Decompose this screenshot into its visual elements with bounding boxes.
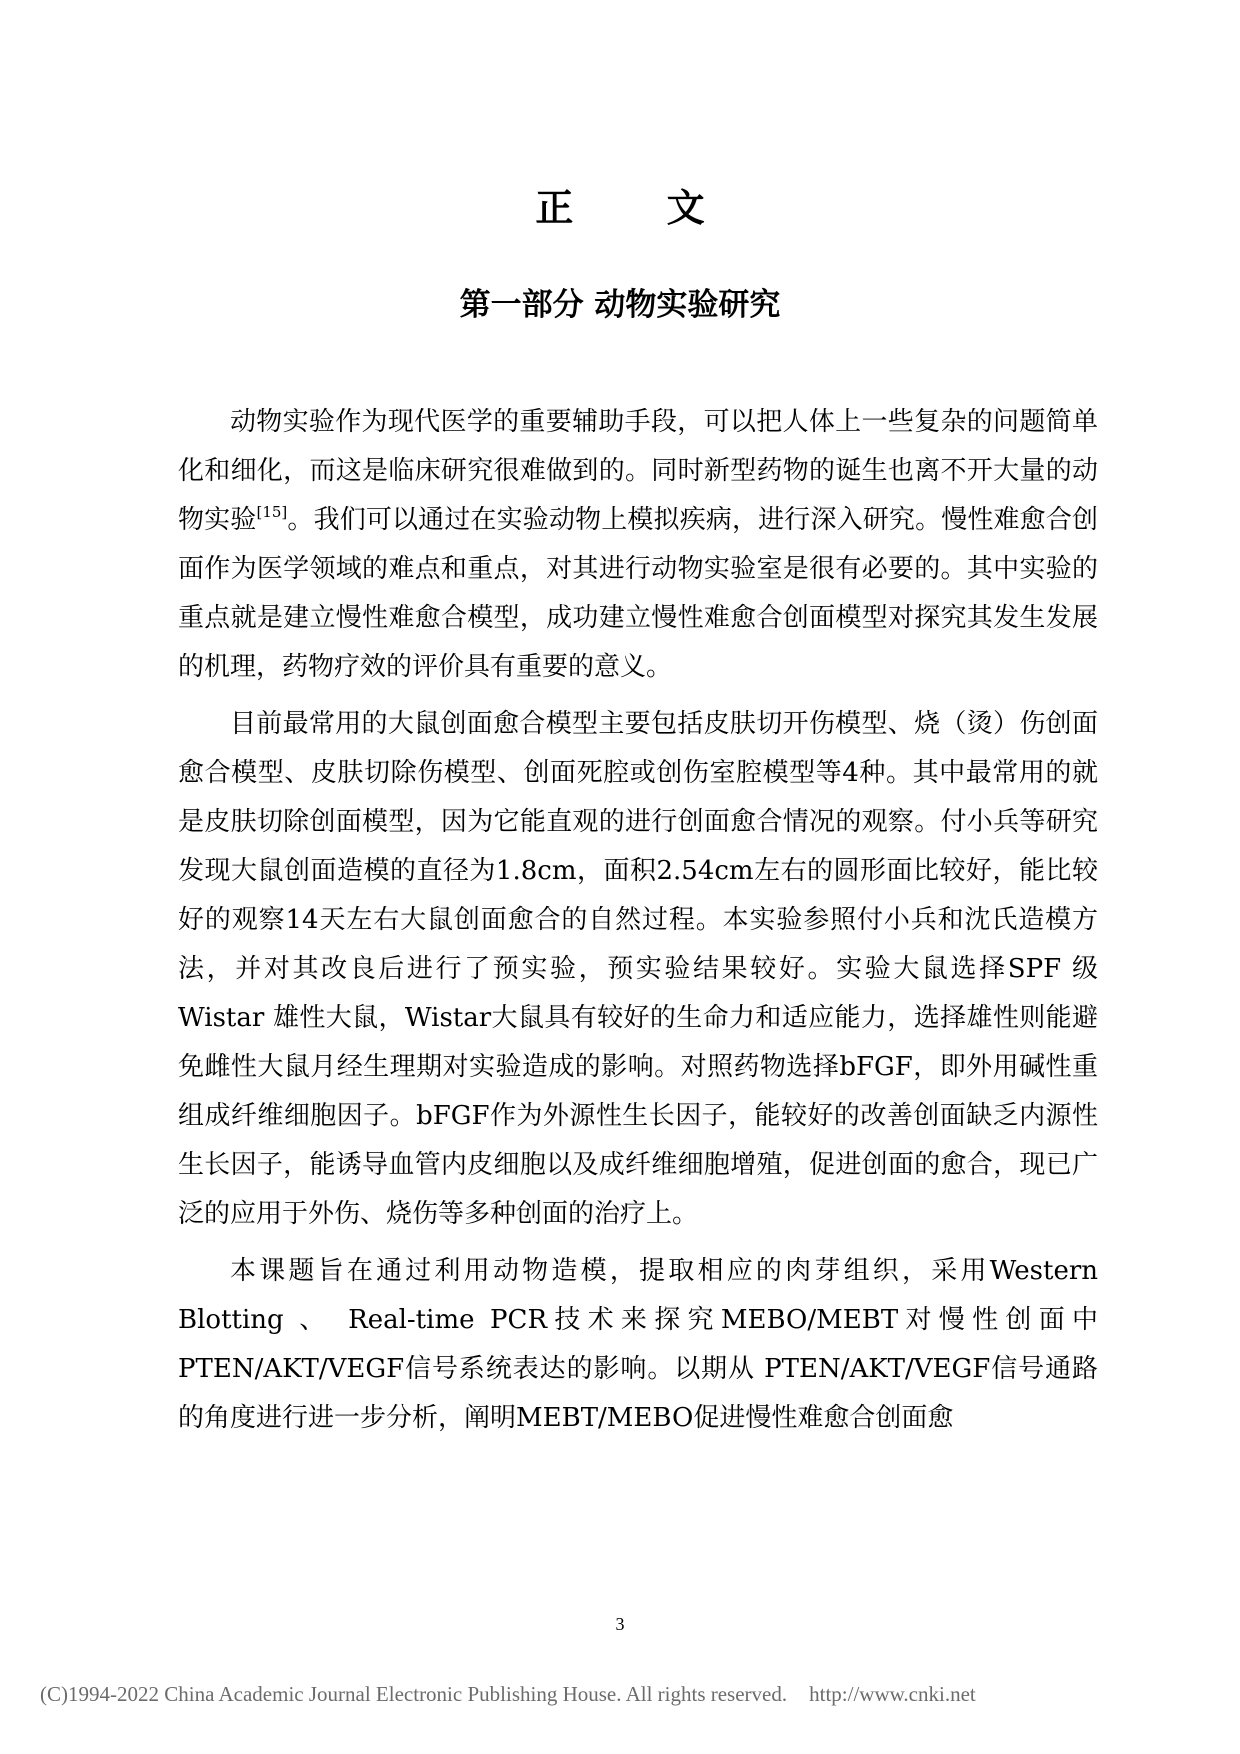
- copyright-notice: (C)1994-2022 China Academic Journal Electronic Publishing House. All rights reserved.: [40, 1682, 788, 1706]
- paragraph-1-text-b: 。我们可以通过在实验动物上模拟疾病，进行深入研究。慢性难愈合创面作为医学领域的难点和重点，对其进行动物实验室是很有必要的。其中实验的重点就是建立慢性难愈合模型，成功建立慢性难愈合创面模型对探究其发生发展的机理，药物疗效的评价具有重要的意义。: [178, 505, 1098, 682]
- part-title: 第一部分 动物实验研究: [459, 287, 781, 323]
- page-heading: 正 文: [535, 185, 745, 230]
- paragraph-1: [178, 398, 1098, 692]
- copyright-footer: [40, 1680, 1220, 1708]
- paragraph-2: 目前最常用的大鼠创面愈合模型主要包括皮肤切开伤模型、烧（烫）伤创面愈合模型、皮肤切除伤模型、创面死腔或创伤室腔模型等4种。其中最常用的就是皮肤切除创面模型，因为它能直观的进行创面愈合情况的观察。付小兵等研究发现大鼠创面造模的直径为1.8cm，面积2.54cm左右的圆形面比较好，能比较好的观察14天左右大鼠创面愈合的自然过程。本实验参照付小兵和沈氏造模方法，并对其改良后进行了预实验，预实验结果较好。实验大鼠选择SPF 级Wistar 雄性大鼠，Wistar大鼠具有较好的生命力和适应能力，选择雄性则能避免雌性大鼠月经生理期对实验造成的影响。对照药物选择bFGF，即外用碱性重组成纤维细胞因子。bFGF作为外源性生长因子，能较好的改善创面缺乏内源性生长因子，能诱导血管内皮细胞以及成纤维细胞增殖，促进创面的愈合，现已广泛的应用于外伤、烧伤等多种创面的治疗上。: [178, 709, 1098, 1229]
- paragraph-3: 本课题旨在通过利用动物造模，提取相应的肉芽组织，采用Western Blotting 、 Real-time PCR技术来探究MEBO/MEBT对慢性创面中PTEN/AKT/VEGF信号系统表达的影响。以期从 PTEN/AKT/VEGF信号通路的角度进行进一步分析，阐明MEBT/MEBO促进慢性难愈合创面愈: [178, 1256, 1098, 1433]
- footer-url: http://www.cnki.net: [809, 1682, 976, 1706]
- citation-reference: [15]: [256, 503, 288, 521]
- page-number: 3: [615, 1614, 625, 1634]
- body-text: [178, 398, 1098, 1443]
- paragraph-1-text-a: 动物实验作为现代医学的重要辅助手段，可以把人体上一些复杂的问题简单化和细化，而这是临床研究很难做到的。同时新型药物的诞生也离不开大量的动物实验: [178, 407, 1098, 535]
